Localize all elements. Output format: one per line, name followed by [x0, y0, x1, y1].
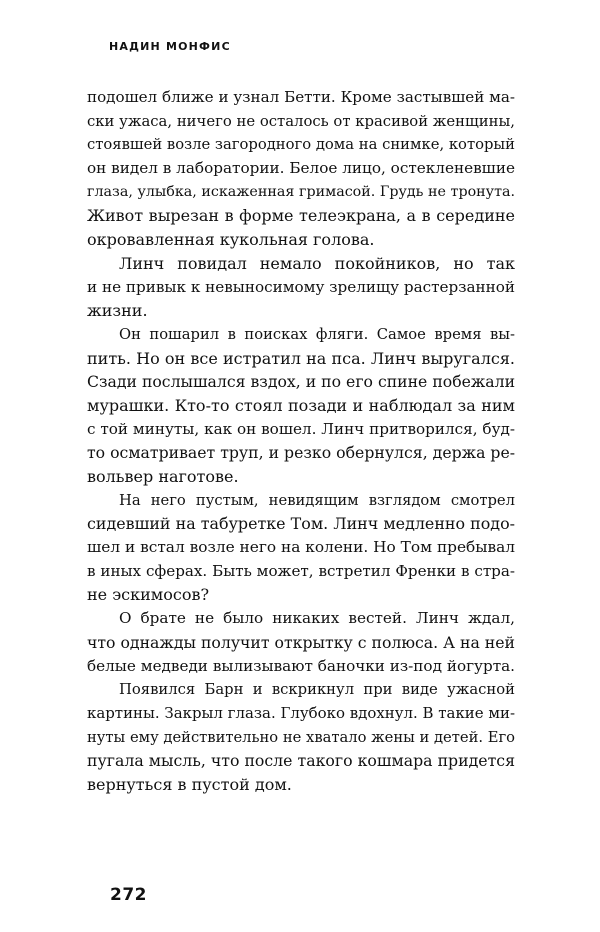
paragraph — [87, 86, 515, 252]
text-line: вольвер наготове. — [87, 467, 239, 486]
text-line: жизни. — [87, 301, 148, 321]
text-line: не эскимосов? — [87, 585, 210, 605]
text-line: в иных сферах. Быть может, встретил Френки в стра- — [87, 561, 515, 580]
text-line: пить. Но он все истратил на пса. Линч выругался. — [87, 348, 515, 368]
text-line: Он пошарил в поисках фляги. Самое время вы- — [119, 325, 515, 343]
text-line: сидевший на табуретке Том. Линч медленно подо- — [87, 514, 515, 534]
text-line: что однажды получит открытку с полюса. А на ней — [87, 632, 515, 652]
text-line: шел и встал возле него на колени. Но Том пребывал — [87, 538, 515, 557]
text-line: Появился Барн и вскрикнул при виде ужасной — [119, 681, 515, 699]
paragraph — [87, 607, 515, 678]
page-number: 272 — [110, 885, 147, 905]
text-line: О брате не было никаких вестей. Линч ждал, — [119, 609, 515, 628]
text-line: ски ужаса, ничего не осталось от красивой женщины, — [87, 112, 515, 130]
text-line: подошел ближе и узнал Бетти. Кроме застывшей ма- — [87, 88, 515, 106]
text-line: и не привык к невыносимому зрелищу растерзанной — [87, 277, 515, 296]
text-line: Линч повидал немало покойников, но так — [119, 253, 515, 273]
running-head: НАДИН МОНФИС — [109, 40, 231, 53]
paragraph — [87, 489, 515, 607]
text-line: На него пустым, невидящим взглядом смотрел — [119, 491, 515, 509]
text-line: нуты ему действительно не хватало жены и детей. Его — [87, 728, 515, 746]
text-line: вернуться в пустой дом. — [87, 774, 292, 794]
text-line: он видел в лаборатории. Белое лицо, остекленевшие — [87, 159, 515, 178]
text-line: стоявшей возле загородного дома на снимке, который — [87, 136, 515, 154]
paragraph — [87, 678, 515, 796]
text-line: с той минуты, как он вошел. Линч притворился, буд- — [87, 419, 515, 438]
text-line: Живот вырезан в форме телеэкрана, а в середине — [87, 206, 515, 226]
body-text — [87, 86, 515, 797]
paragraph — [87, 323, 515, 489]
text-line: Сзади послышался вздох, и по его спине побежали — [87, 372, 515, 392]
text-line: мурашки. Кто-то стоял позади и наблюдал за ним — [87, 395, 515, 415]
text-line: глаза, улыбка, искаженная гримасой. Грудь не тронута. — [87, 183, 515, 200]
text-line: картины. Закрыл глаза. Глубоко вдохнул. В такие ми- — [87, 703, 515, 722]
text-line: пугала мысль, что после такого кошмара придется — [87, 751, 515, 771]
paragraph — [87, 252, 515, 323]
text-line: то осматривает труп, и резко обернулся, держа ре- — [87, 443, 516, 463]
text-line: окровавленная кукольная голова. — [87, 230, 375, 250]
text-line: белые медведи вылизывают баночки из-под йогурта. — [87, 656, 515, 675]
